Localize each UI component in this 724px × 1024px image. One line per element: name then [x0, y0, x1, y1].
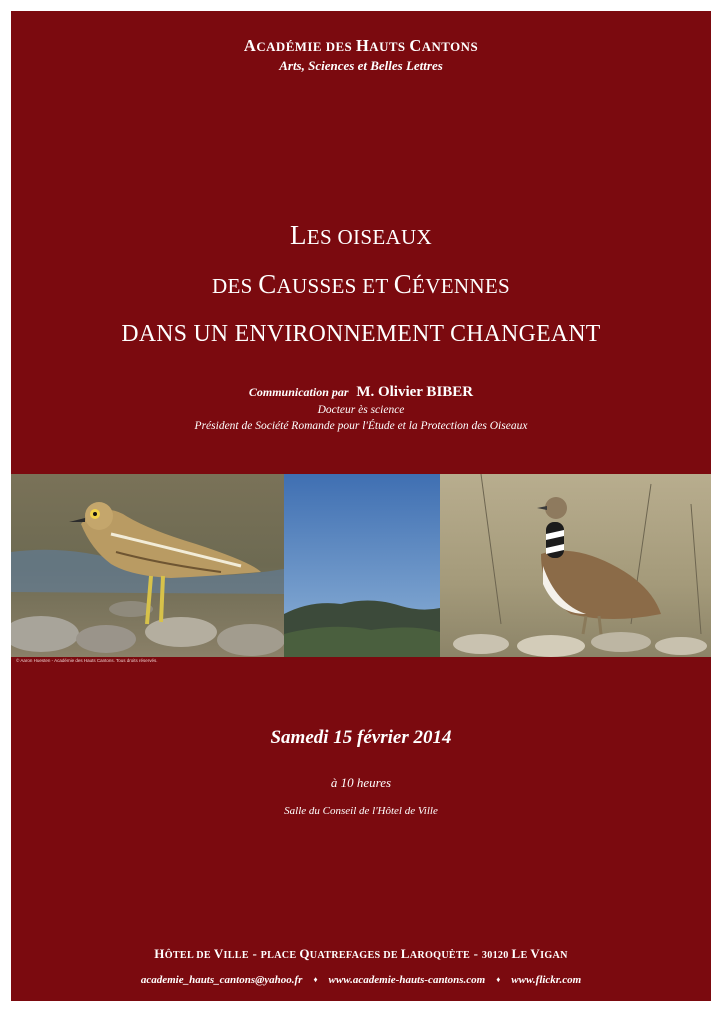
flickr-link[interactable]: www.flickr.com — [511, 974, 582, 986]
organization-name: ACADÉMIE DES HAUTS CANTONS — [243, 36, 479, 55]
separator-diamond: ♦ — [313, 975, 318, 984]
website-link[interactable]: www.academie-hauts-cantons.com — [328, 974, 486, 986]
little-bustard-photo — [440, 474, 711, 657]
speaker-role: Président de Société Romande pour l'Étude et la Protection des Oiseaux — [194, 420, 528, 432]
separator-diamond: ♦ — [496, 975, 501, 984]
title-line-1: LES OISEAUX — [290, 220, 432, 250]
landscape-photo — [284, 474, 440, 657]
speaker-name: M. Olivier BIBER — [356, 384, 474, 400]
event-address: HÔTEL DE VILLE - PLACE QUATREFAGES DE LAROQUÈTE - 30120 LE VIGAN — [154, 946, 568, 961]
photo-copyright: © Aaron Huesten - Académie des Hauts Cantons. Tous droits réservés. — [16, 658, 158, 663]
speaker-line — [11, 384, 711, 401]
stone-curlew-photo — [11, 474, 285, 657]
speaker-lead: Communication par — [248, 385, 349, 399]
speaker-degree: Docteur ès science — [317, 404, 405, 416]
poster — [11, 11, 711, 1001]
organization-subtitle: Arts, Sciences et Belles Lettres — [279, 58, 443, 73]
title-line-2: DES CAUSSES ET CÉVENNES — [211, 269, 511, 299]
event-room: Salle du Conseil de l'Hôtel de Ville — [284, 805, 438, 817]
title-line-3: DANS UN ENVIRONNEMENT CHANGEANT — [121, 321, 601, 347]
event-date: Samedi 15 février 2014 — [270, 727, 452, 748]
email-link[interactable]: academie_hauts_cantons@yahoo.fr — [140, 974, 303, 986]
bird-photos-strip — [11, 474, 711, 657]
event-time: à 10 heures — [330, 775, 392, 790]
contact-line — [11, 974, 711, 986]
